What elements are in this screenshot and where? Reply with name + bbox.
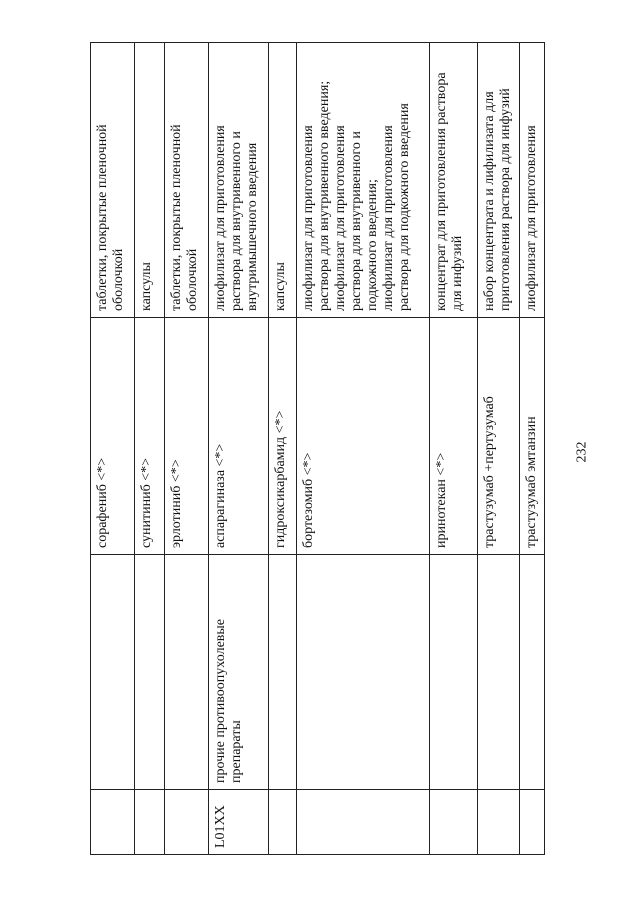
code-cell: L01XX [209, 790, 269, 855]
code-cell [269, 790, 297, 855]
table-row [520, 43, 545, 855]
code-cell [135, 790, 165, 855]
form-cell: таблетки, покрытые пленочной оболочкой [91, 43, 135, 318]
table-row [209, 43, 269, 855]
table-row [91, 43, 135, 855]
drug-cell: трастузумаб +пертузумаб [478, 318, 520, 555]
form-cell: лиофилизат для приготовления [520, 43, 545, 318]
form-cell: концентрат для приготовления раствора для инфузий [430, 43, 478, 318]
code-cell [165, 790, 209, 855]
group-cell [135, 555, 165, 790]
form-cell: набор концентрата и лифилизата для приготовления раствора для инфузий [478, 43, 520, 318]
form-cell: лиофилизат для приготовления раствора для внутривенного и внутримышечного введения [209, 43, 269, 318]
group-cell [297, 555, 430, 790]
form-cell: капсулы [135, 43, 165, 318]
group-cell [430, 555, 478, 790]
drug-cell: аспарагиназа <*> [209, 318, 269, 555]
group-cell [520, 555, 545, 790]
code-cell [297, 790, 430, 855]
table-row [135, 43, 165, 855]
rotated-table-wrapper [90, 72, 539, 855]
drug-cell: сорафениб <*> [91, 318, 135, 555]
drug-cell: трастузумаб эмтанзин [520, 318, 545, 555]
drug-cell: иринотекан <*> [430, 318, 478, 555]
drug-cell: бортезомиб <*> [297, 318, 430, 555]
drug-cell: гидроксикарбамид <*> [269, 318, 297, 555]
group-cell: прочие противоопухолевые препараты [209, 555, 269, 790]
table-row [269, 43, 297, 855]
form-cell: лиофилизат для приготовления раствора для внутривенного введения; лиофилизат для приготовления раствора для внутривенного и подкожного введения; лиофилизат для приготовления раствора для подкожного введения [297, 43, 430, 318]
code-cell [91, 790, 135, 855]
group-cell [91, 555, 135, 790]
form-cell: капсулы [269, 43, 297, 318]
drug-table [90, 42, 545, 855]
code-cell [430, 790, 478, 855]
drug-cell: сунитиниб <*> [135, 318, 165, 555]
group-cell [478, 555, 520, 790]
code-cell [520, 790, 545, 855]
table-row [478, 43, 520, 855]
form-cell: таблетки, покрытые пленочной оболочкой [165, 43, 209, 318]
table-row [165, 43, 209, 855]
group-cell [165, 555, 209, 790]
table-row [430, 43, 478, 855]
table-row [297, 43, 430, 855]
code-cell [478, 790, 520, 855]
drug-cell: эрлотиниб <*> [165, 318, 209, 555]
group-cell [269, 555, 297, 790]
page-number: 232 [574, 441, 590, 463]
